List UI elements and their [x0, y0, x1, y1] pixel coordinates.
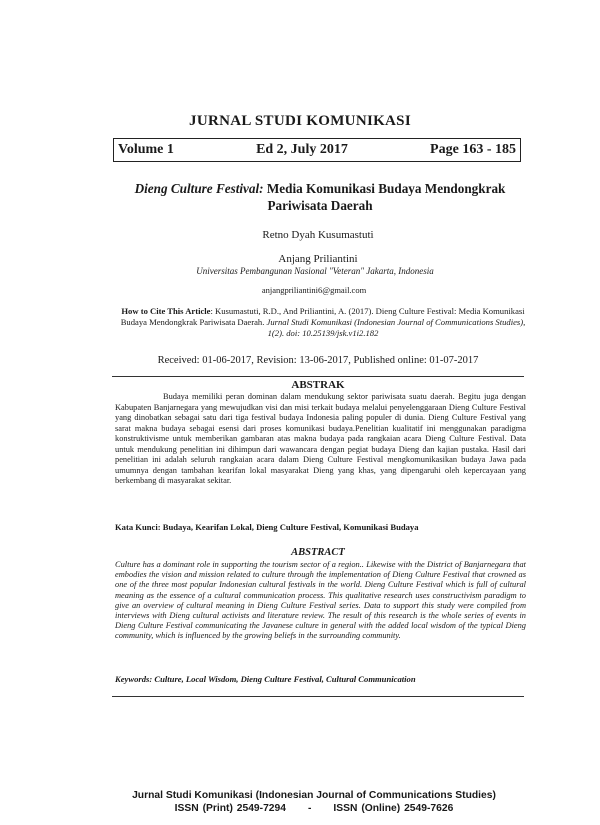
- citation-journal: Jurnal Studi Komunikasi (Indonesian Journal of Communications Studies), 1(2). doi: 10.25139/jsk.v1i2.182: [266, 317, 526, 338]
- issue-info-box: [113, 138, 521, 162]
- edition-label: Ed 2, July 2017: [256, 142, 348, 157]
- citation-block: [118, 306, 528, 339]
- author-email: anjangpriliantini6@gmail.com: [261, 285, 367, 295]
- abstract-heading: ABSTRACT: [291, 547, 345, 558]
- divider: [112, 376, 524, 377]
- received-dates: Received: 01-06-2017, Revision: 13-06-2017, Published online: 01-07-2017: [157, 355, 479, 366]
- issn-separator: -: [307, 803, 312, 814]
- article-title: [110, 180, 530, 214]
- abstract-body: Culture has a dominant role in supporting the tourism sector of a region.. Likewise with the District of Banjarnegara that embodies the vision and mission related to culture through the implementation of Dieng Culture Festival that crowned as one of the three most popular Indonesian cultural festivals in the world. Dieng Culture Festival which is full of cultural meaning as the essence of a cultural communication process. This qualitative research uses constructivism paradigm to give an overview of cultural meaning in Dieng Culture Festival series. Data to support this study were compiled from interviews with Dieng cultural activists and literature review. The result of this research is the whole series of events in Dieng Culture Festival communicating the Javanese culture in general with the added local wisdom of the typical Dieng community, which is influenced by the growing beliefs in the surrounding community.: [115, 560, 526, 641]
- article-title-italic: Dieng Culture Festival:: [134, 181, 264, 196]
- volume-label: Volume 1: [118, 142, 174, 157]
- citation-text: : Kusumastuti, R.D., And Priliantini, A. (2017). Dieng Culture Festival: Media Komunikasi Budaya Mendongkrak Pariwisata Daerah.: [120, 306, 525, 327]
- author-name: Retno Dyah Kusumastuti: [262, 229, 374, 241]
- footer-issn: [0, 803, 600, 814]
- divider: [112, 696, 524, 697]
- abstrak-keywords: Kata Kunci: Budaya, Kearifan Lokal, Dieng Culture Festival, Komunikasi Budaya: [115, 522, 419, 532]
- citation-label: How to Cite This Article: [121, 306, 211, 316]
- footer-journal-name: Jurnal Studi Komunikasi (Indonesian Journal of Communications Studies): [132, 790, 496, 801]
- abstrak-body: Budaya memiliki peran dominan dalam mendukung sektor pariwisata suatu daerah. Begitu juga dengan Kabupaten Banjarnegara yang mewujudkan visi dan misi terkait budaya melalui penyelenggaraan Dieng Culture Festival yang dinobatkan sebagai satu dari tiga festival budaya Indonesia paling populer di dunia. Dieng Culture Festival yang sarat makna budaya sebagai esensi dari proses komunikasi budaya.Penelitian kualitatif ini menggunakan paradigma konstruktivisme untuk memberikan gambaran atas makna budaya pada rangkaian acara Dieng Culture Festival. Data untuk mendukung penelitian ini dihimpun dari wawancara dengan pegiat budaya Dieng dan kajian pustaka. Hasil dari penelitian ini adalah seluruh rangkaian acara dalam Dieng Culture Festival mengkomunikasikan budaya Jawa pada umumnya dengan tambahan kearifan lokal masyarakat Dieng yang khas, yang dipengaruhi oleh kepercayaan yang berkembang di masyarakat sekitar.: [115, 392, 526, 485]
- abstract-keywords: Keywords: Culture, Local Wisdom, Dieng Culture Festival, Cultural Communication: [115, 674, 416, 684]
- author-affiliation: Universitas Pembangunan Nasional "Veteran" Jakarta, Indonesia: [196, 266, 434, 276]
- article-title-rest: Media Komunikasi Budaya Mendongkrak Pariwisata Daerah: [263, 181, 506, 213]
- issn-online: ISSN (Online) 2549-7626: [333, 803, 454, 814]
- journal-title: JURNAL STUDI KOMUNIKASI: [189, 113, 411, 129]
- issn-print: ISSN (Print) 2549-7294: [174, 803, 286, 814]
- abstrak-heading: ABSTRAK: [291, 379, 345, 391]
- page-range-label: Page 163 - 185: [430, 142, 516, 157]
- author-name: Anjang Priliantini: [278, 253, 358, 265]
